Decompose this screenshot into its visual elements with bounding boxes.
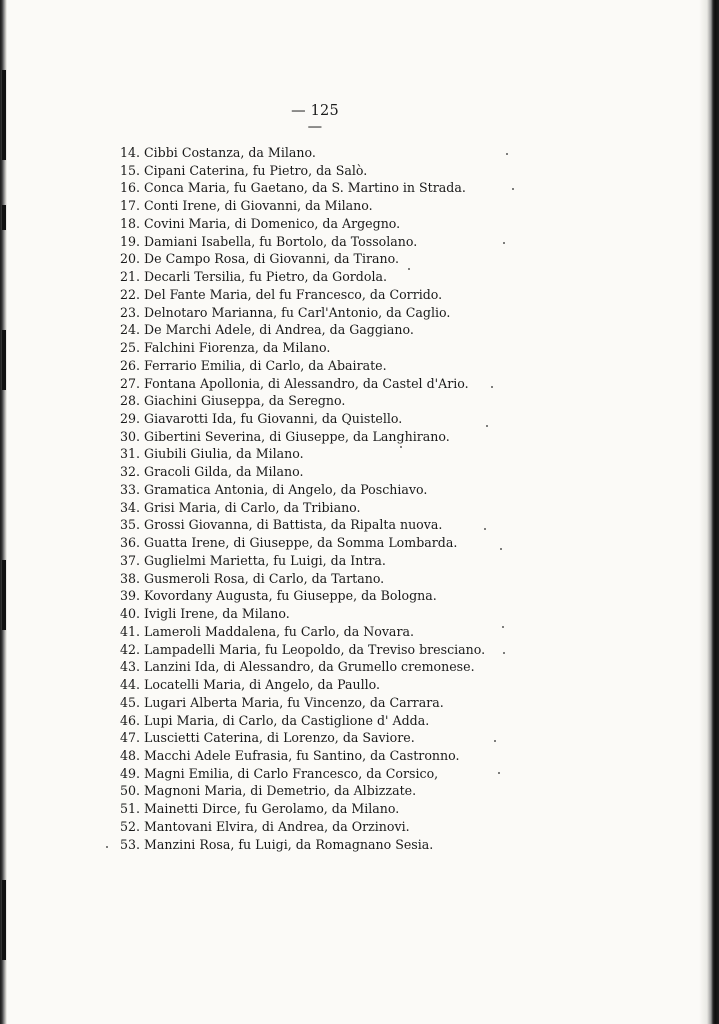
entry-number: 39. [119, 588, 140, 604]
entry-number: 27. [119, 375, 140, 391]
entry-text: Conca Maria, fu Gaetano, da S. Martino in Strada. [144, 180, 466, 196]
name-list [113, 144, 593, 853]
entry-text: Cipani Caterina, fu Pietro, da Salò. [144, 162, 368, 178]
entry-number: 29. [119, 411, 140, 427]
list-item [113, 445, 593, 463]
entry-number: 26. [119, 357, 140, 373]
list-item [113, 179, 593, 197]
entry-text: Mainetti Dirce, fu Gerolamo, da Milano. [144, 801, 400, 817]
entry-text: Covini Maria, di Domenico, da Argegno. [144, 215, 401, 231]
entry-text: Delnotaro Marianna, fu Carl'Antonio, da Caglio. [144, 304, 451, 320]
entry-text: Guatta Irene, di Giuseppe, da Somma Lombarda. [144, 535, 458, 551]
entry-text: Grisi Maria, di Carlo, da Tribiano. [144, 499, 361, 515]
entry-text: Lupi Maria, di Carlo, da Castiglione d' Adda. [144, 712, 430, 728]
binding-mark [2, 205, 6, 230]
entry-number: 43. [119, 659, 140, 675]
entry-text: Del Fante Maria, del fu Francesco, da Corrido. [144, 286, 443, 302]
scan-speck [494, 740, 496, 742]
scan-speck [503, 242, 505, 244]
binding-mark [2, 330, 6, 390]
binding-mark [2, 880, 6, 960]
list-item [113, 676, 593, 694]
entry-number: 24. [119, 322, 140, 338]
entry-number: 15. [119, 162, 140, 178]
binding-edge [0, 0, 7, 1024]
entry-number: 44. [119, 677, 140, 693]
entry-number: 17. [119, 198, 140, 214]
entry-text: Luscietti Caterina, di Lorenzo, da Saviore. [144, 730, 415, 746]
list-item [113, 800, 593, 818]
entry-text: Manzini Rosa, fu Luigi, da Romagnano Sesia. [144, 836, 434, 852]
list-item [113, 836, 593, 854]
list-item [113, 605, 593, 623]
entry-text: Magnoni Maria, di Demetrio, da Albizzate. [144, 783, 417, 799]
entry-text: Gibertini Severina, di Giuseppe, da Langhirano. [144, 428, 450, 444]
list-item [113, 215, 593, 233]
entry-number: 30. [119, 428, 140, 444]
list-item [113, 233, 593, 251]
list-item [113, 694, 593, 712]
entry-text: Falchini Fiorenza, da Milano. [144, 340, 331, 356]
list-item [113, 357, 593, 375]
entry-text: Lampadelli Maria, fu Leopoldo, da Treviso bresciano. [144, 641, 486, 657]
list-item [113, 339, 593, 357]
entry-number: 16. [119, 180, 140, 196]
entry-number: 32. [119, 464, 140, 480]
binding-mark [2, 560, 6, 630]
entry-number: 37. [119, 552, 140, 568]
list-item [113, 250, 593, 268]
entry-text: De Marchi Adele, di Andrea, da Gaggiano. [144, 322, 414, 338]
list-item [113, 712, 593, 730]
entry-number: 33. [119, 481, 140, 497]
list-item [113, 570, 593, 588]
entry-text: Lanzini Ida, di Alessandro, da Grumello cremonese. [144, 659, 475, 675]
entry-text: Kovordany Augusta, fu Giuseppe, da Bologna. [144, 588, 437, 604]
scan-speck [502, 626, 504, 628]
list-item [113, 818, 593, 836]
list-item [113, 375, 593, 393]
entry-text: Magni Emilia, di Carlo Francesco, da Corsico, [144, 765, 439, 781]
entry-text: Gracoli Gilda, da Milano. [144, 464, 304, 480]
scan-speck [503, 652, 505, 654]
entry-text: Lugari Alberta Maria, fu Vincenzo, da Carrara. [144, 694, 444, 710]
entry-number: 19. [119, 233, 140, 249]
entry-number: 28. [119, 393, 140, 409]
scan-speck [484, 528, 486, 530]
list-item [113, 286, 593, 304]
scan-speck [400, 446, 402, 448]
entry-text: Lameroli Maddalena, fu Carlo, da Novara. [144, 623, 414, 639]
binding-mark [2, 70, 6, 160]
entry-number: 42. [119, 641, 140, 657]
entry-text: Locatelli Maria, di Angelo, da Paullo. [144, 677, 381, 693]
entry-text: Gusmeroli Rosa, di Carlo, da Tartano. [144, 570, 385, 586]
list-item [113, 534, 593, 552]
list-item [113, 268, 593, 286]
list-item [113, 729, 593, 747]
entry-number: 51. [119, 801, 140, 817]
entry-number: 25. [119, 340, 140, 356]
scan-speck [498, 772, 500, 774]
entry-number: 50. [119, 783, 140, 799]
entry-text: Macchi Adele Eufrasia, fu Santino, da Castronno. [144, 747, 460, 763]
entry-text: De Campo Rosa, di Giovanni, da Tirano. [144, 251, 399, 267]
entry-text: Ivigli Irene, da Milano. [144, 606, 290, 622]
entry-number: 35. [119, 517, 140, 533]
list-item [113, 552, 593, 570]
list-item [113, 587, 593, 605]
entry-number: 45. [119, 694, 140, 710]
page-edge [699, 0, 719, 1024]
entry-number: 22. [119, 286, 140, 302]
list-item [113, 463, 593, 481]
entry-number: 49. [119, 765, 140, 781]
list-item [113, 747, 593, 765]
entry-number: 18. [119, 215, 140, 231]
entry-number: 20. [119, 251, 140, 267]
entry-number: 41. [119, 623, 140, 639]
list-item [113, 782, 593, 800]
entry-number: 47. [119, 730, 140, 746]
page-number: — 125 — [291, 103, 339, 135]
list-item [113, 623, 593, 641]
list-item [113, 481, 593, 499]
list-item [113, 144, 593, 162]
list-item [113, 410, 593, 428]
list-item [113, 658, 593, 676]
scan-speck [506, 153, 508, 155]
entry-text: Decarli Tersilia, fu Pietro, da Gordola. [144, 269, 387, 285]
entry-number: 38. [119, 570, 140, 586]
list-item [113, 428, 593, 446]
list-item [113, 641, 593, 659]
entry-number: 14. [119, 145, 140, 160]
entry-number: 21. [119, 269, 140, 285]
scan-speck [106, 846, 108, 848]
entry-number: 48. [119, 747, 140, 763]
entry-text: Gramatica Antonia, di Angelo, da Poschiavo. [144, 481, 428, 497]
scan-speck [512, 188, 514, 190]
list-item [113, 162, 593, 180]
entry-number: 23. [119, 304, 140, 320]
entry-number: 52. [119, 818, 140, 834]
entry-text: Fontana Apollonia, di Alessandro, da Castel d'Ario. [144, 375, 469, 391]
list-item [113, 516, 593, 534]
entry-number: 36. [119, 535, 140, 551]
list-item [113, 392, 593, 410]
entry-number: 53. [119, 836, 140, 852]
list-item [113, 321, 593, 339]
scan-speck [500, 548, 502, 550]
entry-text: Grossi Giovanna, di Battista, da Ripalta nuova. [144, 517, 443, 533]
scan-speck [408, 268, 410, 270]
list-item [113, 765, 593, 783]
entry-number: 46. [119, 712, 140, 728]
entry-text: Cibbi Costanza, da Milano. [144, 145, 316, 160]
entry-text: Damiani Isabella, fu Bortolo, da Tossolano. [144, 233, 418, 249]
entry-number: 31. [119, 446, 140, 462]
entry-text: Giachini Giuseppa, da Seregno. [144, 393, 346, 409]
entry-number: 40. [119, 606, 140, 622]
entry-text: Guglielmi Marietta, fu Luigi, da Intra. [144, 552, 386, 568]
entry-text: Ferrario Emilia, di Carlo, da Abairate. [144, 357, 387, 373]
list-item [113, 304, 593, 322]
entry-text: Giavarotti Ida, fu Giovanni, da Quistello. [144, 411, 403, 427]
scan-speck [486, 425, 488, 427]
entry-text: Giubili Giulia, da Milano. [144, 446, 304, 462]
list-item [113, 197, 593, 215]
scan-speck [491, 386, 493, 388]
list-item [113, 499, 593, 517]
entry-text: Mantovani Elvira, di Andrea, da Orzinovi. [144, 818, 410, 834]
entry-text: Conti Irene, di Giovanni, da Milano. [144, 198, 373, 214]
entry-number: 34. [119, 499, 140, 515]
